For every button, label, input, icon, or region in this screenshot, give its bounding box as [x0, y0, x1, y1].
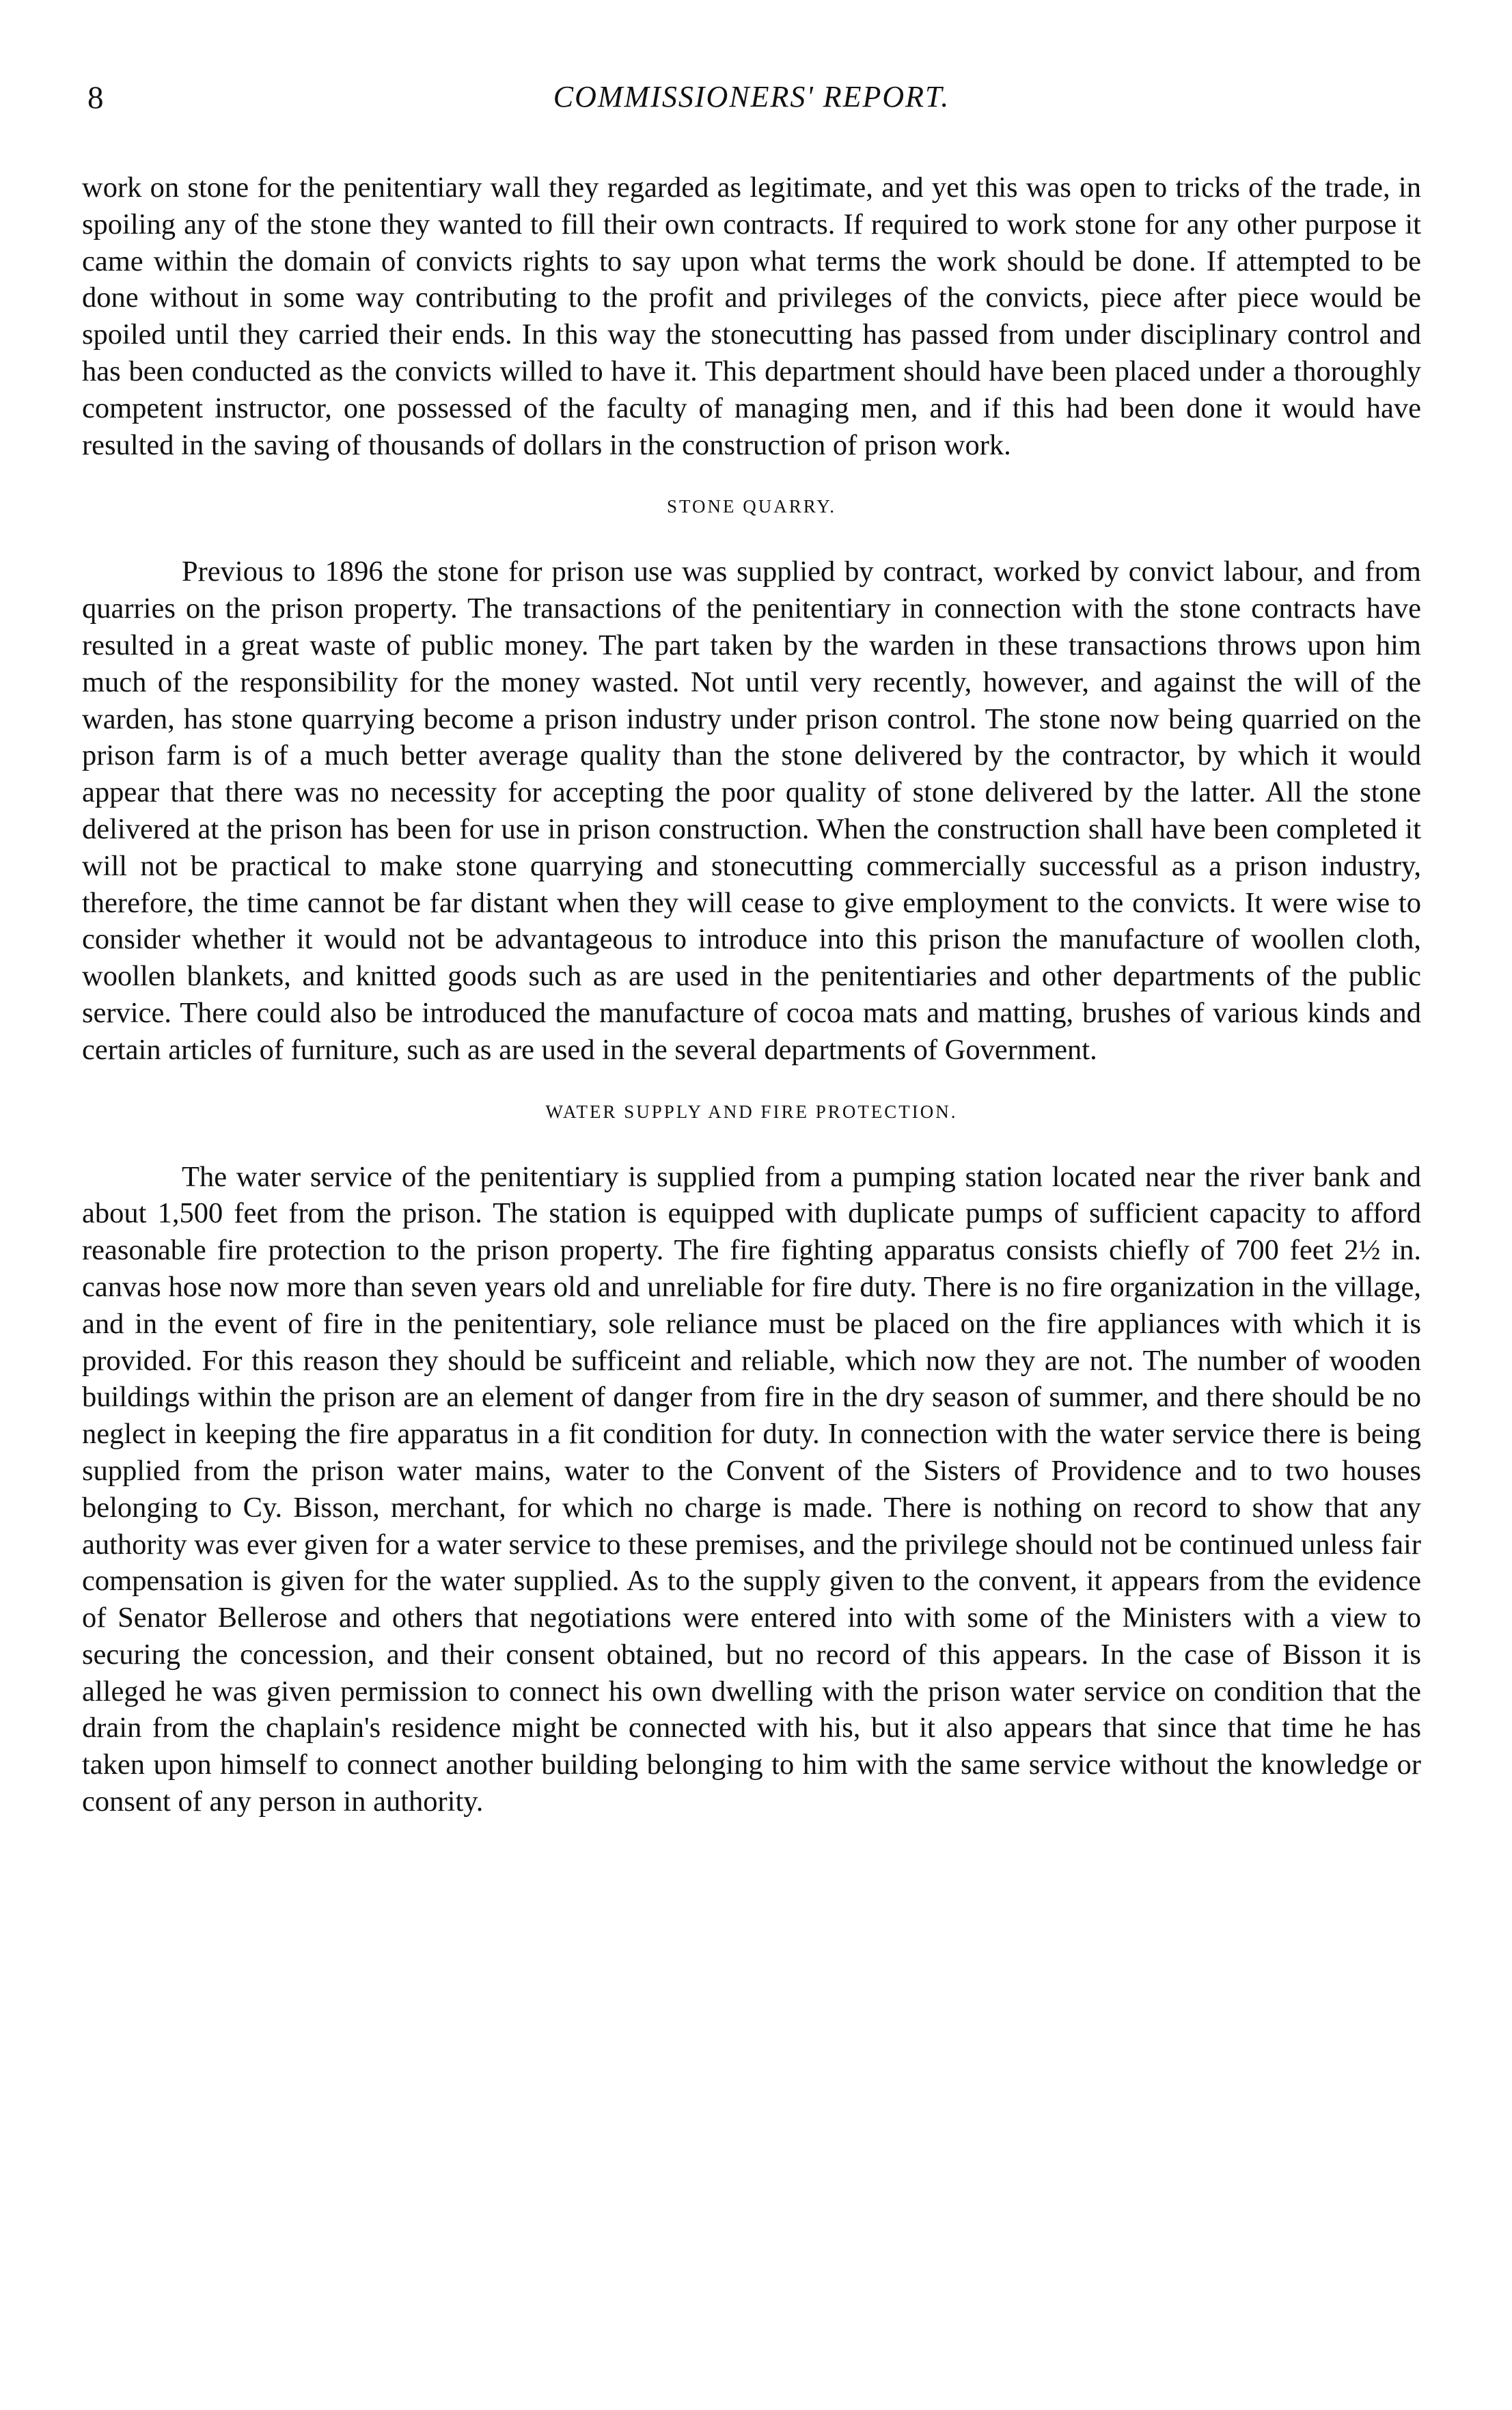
paragraph-stonecutting: work on stone for the penitentiary wall they regarded as legitimate, and yet this was open to tricks of the trade, in spoiling any of the stone they wanted to fill their own contracts. If required to work stone for any other purpose it came within the domain of convicts rights to say upon what terms the work should be done. If attempted to be done without in some way contributing to the profit and privileges of the convicts, piece after piece would be spoiled until they carried their ends. In this way the stonecutting has passed from under disciplinary control and has been conducted as the convicts willed to have it. This department should have been placed under a thoroughly competent instructor, one possessed of the faculty of managing men, and if this had been done it would have resulted in the saving of thousands of dollars in the construction of prison work.	[82, 172, 1421, 461]
report-title: COMMISSIONERS' REPORT.	[553, 80, 950, 113]
running-header	[82, 77, 1421, 131]
paragraph-water-supply: The water service of the penitentiary is supplied from a pumping station located near the river bank and about 1,500 feet from the prison. The station is equipped with duplicate pumps of sufficient capacity to afford reasonable fire protection to the prison property. The fire fighting apparatus consists chiefly of 700 feet 2½ in. canvas hose now more than seven years old and unreliable for fire duty. There is no fire organization in the village, and in the event of fire in the penitentiary, sole reliance must be placed on the fire appliances with which it is provided. For this reason they should be sufficeint and reliable, which now they are not. The number of wooden buildings within the prison are an element of danger from fire in the dry season of summer, and there should be no neglect in keeping the fire apparatus in a fit condition for duty. In connection with the water service there is being supplied from the prison water mains, water to the Convent of the Sisters of Providence and to two houses belonging to Cy. Bisson, merchant, for which no charge is made. There is nothing on record to show that any authority was ever given for a water service to these premises, and the privilege should not be continued unless fair compensation is given for the water supplied. As to the supply given to the convent, it appears from the evidence of Senator Bellerose and others that negotiations were entered into with some of the Ministers with a view to securing the concession, and their consent obtained, but no record of this appears. In the case of Bisson it is alleged he was given permission to connect his own dwelling with the prison water service on condition that the drain from the chaplain's residence might be connected with his, but it also appears that since that time he has taken upon himself to connect another building belonging to him with the same service without the knowledge or consent of any person in authority.	[82, 1160, 1421, 1818]
section-heading-water-supply: WATER SUPPLY AND FIRE PROTECTION.	[545, 1101, 958, 1122]
page-number: 8	[87, 80, 104, 115]
document-page	[82, 77, 1421, 1820]
paragraph-stone-quarry: Previous to 1896 the stone for prison use was supplied by contract, worked by convict labour, and from quarries on the prison property. The transactions of the penitentiary in connection with the stone contracts have resulted in a great waste of public money. The part taken by the warden in these transactions throws upon him much of the responsibility for the money wasted. Not until very recently, however, and against the will of the warden, has stone quarrying become a prison industry under prison control. The stone now being quarried on the prison farm is of a much better average quality than the stone delivered by the contractor, by which it would appear that there was no necessity for accepting the poor quality of stone delivered by the latter. All the stone delivered at the prison has been for use in prison construction. When the construction shall have been completed it will not be practical to make stone quarrying and stonecutting commercially successful as a prison industry, therefore, the time cannot be far distant when they will cease to give employment to the convicts. It were wise to consider whether it would not be advantageous to introduce into this prison the manufacture of woollen cloth, woollen blankets, and knitted goods such as are used in the penitentiaries and other departments of the public service. There could also be introduced the manufacture of cocoa mats and matting, brushes of various kinds and certain articles of furniture, such as are used in the several departments of Government.	[82, 556, 1421, 1066]
section-heading-stone-quarry: STONE QUARRY.	[666, 496, 837, 517]
